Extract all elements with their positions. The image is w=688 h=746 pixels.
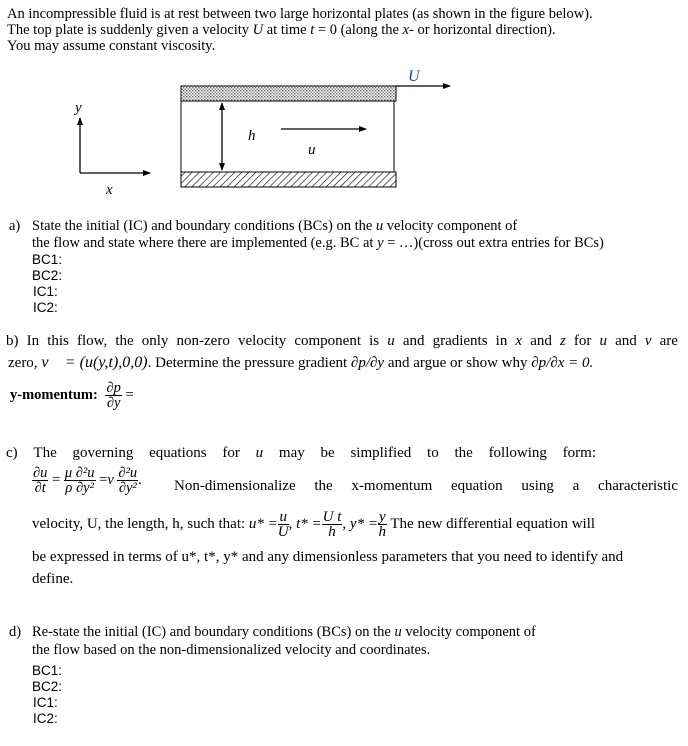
part-d-entries [32, 663, 62, 727]
part-a-marker: a) [9, 218, 21, 234]
part-a-ic1: IC1: [33, 284, 58, 299]
svg-text:y: y [75, 100, 82, 116]
intro-line-2: The top plate is suddenly given a velocity U at time t = 0 (along the x- or horizontal direction). [7, 22, 556, 38]
part-d-bc1: BC1: [32, 663, 63, 678]
part-c-line-1: c) The governing equations for u may be simplified to the following form: [6, 445, 596, 461]
intro-line-3: You may assume constant viscosity. [7, 38, 216, 54]
part-a-ic2: IC2: [33, 300, 58, 315]
part-a-entries [32, 252, 62, 316]
part-d-marker: d) [9, 624, 22, 640]
part-c-line-2: Non-dimensionalize the x-momentum equation using a characteristic [174, 478, 678, 494]
part-b-line-2: zero, v⃗ = (u(y,t),0,0). Determine the pressure gradient ∂p/∂y and argue or show why ∂p/∂x = 0. [8, 354, 594, 371]
part-d-line-2: the flow based on the non-dimensionalized velocity and coordinates. [32, 642, 431, 658]
part-c-line-4: be expressed in terms of u*, t*, y* and any dimensionless parameters that you need to identify and [32, 549, 624, 565]
governing-equation: $\frac{\partial u}{\partial t}$ = $\frac{\text{μ ∂²u}}{\text{ρ ∂y²}}$ =ν $\frac{\text{∂²u}}{\text{∂y²}}$ . [33, 465, 142, 496]
part-a-line-2: the flow and state where there are implemented (e.g. BC at y = …)(cross out extra entries for BCs) [32, 235, 604, 251]
part-a-bc1: BC1: [32, 252, 63, 267]
part-d-bc2: BC2: [32, 679, 63, 694]
y-momentum-label: y-momentum: [10, 387, 98, 403]
part-b-line-1-words: b) In this flow, the only non-zero velocity component is u and gradients in x and z for u and v are [6, 333, 678, 349]
part-b-line-1 [6, 333, 678, 349]
part-a-bc2: BC2: [32, 268, 63, 283]
part-a-line-1: State the initial (IC) and boundary conditions (BCs) on the u velocity component of [32, 218, 518, 234]
couette-flow-diagram [0, 60, 470, 200]
svg-text:U: U [408, 68, 420, 85]
svg-text:u: u [308, 142, 316, 158]
velocity-vector: v⃗ = (u(y,t),0,0) [41, 354, 148, 371]
channel-figure [0, 60, 470, 200]
part-d-ic2: IC2: [33, 711, 58, 726]
intro-line-1: An incompressible fluid is at rest between two large horizontal plates (as shown in the figure below). [7, 6, 593, 22]
svg-text:h: h [248, 128, 256, 144]
y-momentum-equation: y-momentum: $\frac{\partial p}{\partial y}$ = [10, 380, 134, 411]
svg-text:x: x [106, 182, 113, 198]
dp-dy-fraction: $\frac{\partial p}{\partial y}$ [106, 380, 121, 411]
part-c-line-5: define. [32, 571, 74, 587]
part-c-line-3: velocity, U, the length, h, such that: u* = $\frac{u}{U}$ , t* = $\frac{\text{U t}}{h}$ , y* = $\frac{y}{h}$ The new differential equation will [32, 509, 596, 540]
part-d-line-1: Re-state the initial (IC) and boundary conditions (BCs) on the u velocity component of [32, 624, 536, 640]
part-d-ic1: IC1: [33, 695, 58, 710]
